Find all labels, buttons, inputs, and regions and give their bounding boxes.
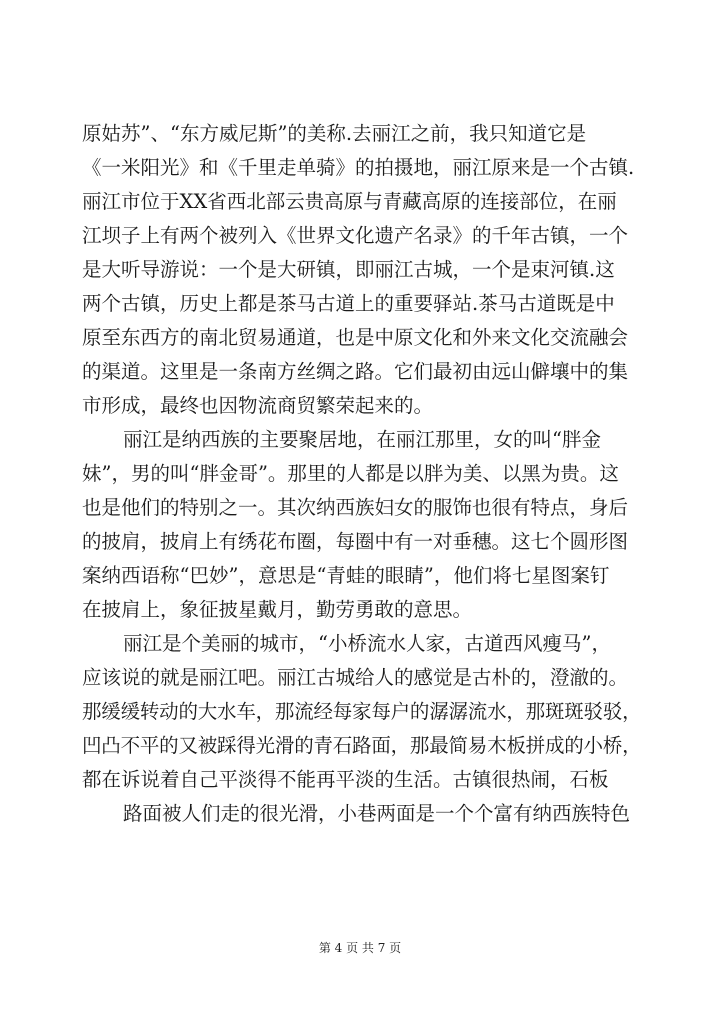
text-line: 凹凸不平的又被踩得光滑的青石路面，那最简易木板拼成的小桥， (82, 734, 642, 757)
text-line: 市形成，最终也因物流商贸繁荣起来的。 (82, 394, 434, 417)
text-line: 原姑苏”、“东方威尼斯”的美称.去丽江之前，我只知道它是 (82, 122, 587, 145)
text-line: 路面被人们走的很光滑，小巷两面是一个个富有纳西族特色 (123, 802, 631, 825)
text-line: 江坝子上有两个被列入《世界文化遗产名录》的千年古镇，一个 (82, 224, 629, 247)
text-line: 两个古镇，历史上都是茶马古道上的重要驿站.茶马古道既是中 (82, 292, 615, 315)
text-line: 妹”，男的叫“胖金哥”。那里的人都是以胖为美、以黑为贵。这 (82, 462, 619, 485)
page-footer: 第 4 页 共 7 页 (318, 941, 402, 955)
text-line: 在披肩上，象征披星戴月，勤劳勇敢的意思。 (82, 598, 473, 621)
text-line: 应该说的就是丽江吧。丽江古城给人的感觉是古朴的，澄澈的。 (82, 666, 629, 689)
paragraph-start-line: 丽江是纳西族的主要聚居地，在丽江那里，女的叫“胖金 (123, 428, 601, 451)
text-line: 那缓缓转动的大水车，那流经每家每户的潺潺流水，那斑斑驳驳， (82, 700, 642, 723)
text-line: 是大听导游说：一个是大研镇，即丽江古城，一个是束河镇.这 (82, 258, 615, 281)
text-line: 案纳西语称“巴妙”，意思是“青蛙的眼睛”，他们将七星图案钉 (82, 564, 610, 587)
text-line: 都在诉说着自己平淡得不能再平淡的生活。古镇很热闹，石板 (82, 768, 609, 791)
body-text (82, 117, 642, 831)
text-line: 原至东西方的南北贸易通道，也是中原文化和外来文化交流融会 (82, 326, 629, 349)
text-line: 的披肩，披肩上有绣花布圈，每圈中有一对垂穗。这七个圆形图 (82, 530, 629, 553)
text-line: 的渠道。这里是一条南方丝绸之路。它们最初由远山僻壤中的集 (82, 360, 629, 383)
text-line: 《一米阳光》和《千里走单骑》的拍摄地，丽江原来是一个古镇. (82, 156, 635, 179)
paragraph-start-line: 丽江是个美丽的城市，“小桥流水人家，古道西风瘦马”， (123, 632, 611, 655)
text-line: 也是他们的特别之一。其次纳西族妇女的服饰也很有特点，身后 (82, 496, 629, 519)
text-line: 丽江市位于XX省西北部云贵高原与青藏高原的连接部位，在丽 (82, 190, 617, 213)
